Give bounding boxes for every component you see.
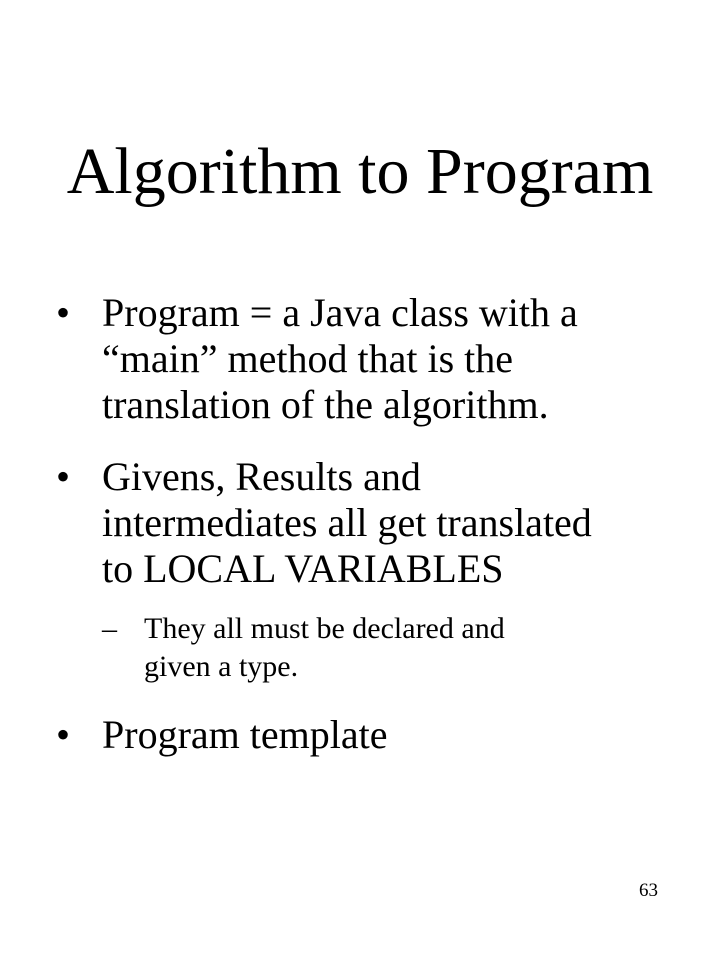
- sub-bullet-line: They all must be declared and: [144, 612, 505, 645]
- bullet-line: to LOCAL VARIABLES: [102, 546, 504, 591]
- sub-bullet-list: [102, 610, 686, 686]
- slide-title: Algorithm to Program: [66, 135, 654, 208]
- bullet-item-java-class: [56, 290, 686, 428]
- bullet-marker: •: [56, 454, 71, 499]
- bullet-line: Program = a Java class with a: [102, 290, 578, 335]
- bullet-line: intermediates all get translated: [102, 500, 592, 545]
- sub-bullet-item-declared: [102, 610, 686, 686]
- bullet-line: Givens, Results and: [102, 454, 421, 499]
- bullet-line: Program template: [102, 712, 388, 757]
- bullet-item-local-variables: [56, 454, 686, 686]
- bullet-line: “main” method that is the: [102, 336, 513, 381]
- bullet-marker: •: [56, 712, 71, 757]
- bullet-item-program-template: [56, 712, 686, 758]
- bullet-list: [56, 290, 686, 758]
- slide-number: 63: [639, 880, 658, 901]
- sub-bullet-line: given a type.: [144, 650, 299, 683]
- sub-bullet-marker: –: [102, 612, 117, 645]
- bullet-line: translation of the algorithm.: [102, 382, 549, 427]
- bullet-marker: •: [56, 290, 71, 335]
